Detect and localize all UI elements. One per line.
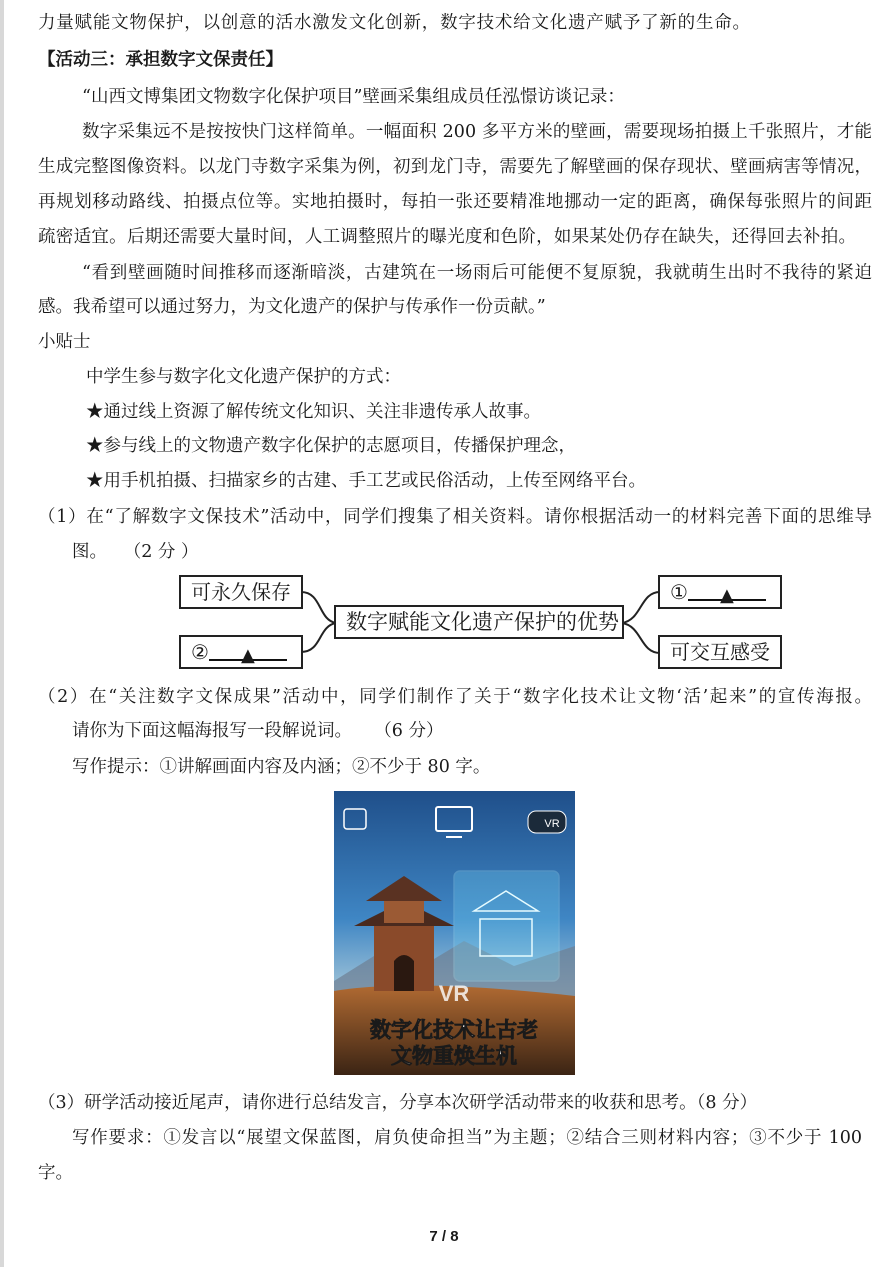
interview-p1-line: 数字采集远不是按按快门这样简单。一幅面积 200 多平方米的壁画，需要现场拍摄上千张照片，才能 [82, 122, 872, 142]
poster-vr-badge: VR [544, 818, 560, 830]
tips-item: ★参与线上的文物遗产数字化保护的志愿项目，传播保护理念， [86, 436, 576, 456]
activity3-title: 【活动三：承担数字文保责任】 [38, 50, 283, 70]
poster-artwork [334, 791, 575, 1075]
interview-title: “山西文博集团文物数字化保护项目”壁画采集组成员任泓憬访谈记录： [82, 87, 625, 107]
mindmap-center-node [334, 605, 624, 639]
tips-title: 小贴士 [38, 332, 91, 352]
triangle-marker: ▲ [241, 645, 255, 666]
interview-p1-line: 疏密适宜。后期还需要大量时间，人工调整照片的曝光度和色阶，如果某处仍存在缺失，还得回去补拍。 [38, 227, 856, 247]
page-left-edge [0, 0, 4, 1267]
question3-line: （3）研学活动接近尾声，请你进行总结发言，分享本次研学活动带来的收获和思考。（8 分） [38, 1093, 758, 1113]
interview-p1-line: 再规划移动路线、拍摄点位等。实地拍摄时，每拍一张还要精准地挪动一定的距离，确保每张照片的间距 [38, 192, 872, 212]
tips-item: ★通过线上资源了解传统文化知识、关注非遗传承人故事。 [86, 402, 541, 422]
mindmap-node-permanent [179, 575, 303, 609]
mindmap-center-label: 数字赋能文化遗产保护的优势 [346, 610, 619, 634]
question3-line: 字。 [38, 1163, 73, 1183]
answer-blank[interactable] [209, 639, 287, 666]
mindmap-node-label: 可永久保存 [191, 580, 291, 604]
intro-line: 力量赋能文物保护，以创意的活水激发文化创新，数字技术给文化遗产赋予了新的生命。 [38, 13, 750, 33]
mindmap-node-blank-2[interactable] [179, 635, 303, 669]
mindmap-node-interactive [658, 635, 782, 669]
interview-p2-line: “看到壁画随时间推移而逐渐暗淡，古建筑在一场雨后可能便不复原貌，我就萌生出时不我待的紧迫 [82, 263, 872, 283]
question1-line: （1）在“了解数字文保技术”活动中，同学们搜集了相关资料。请你根据活动一的材料完善下面的思维导 [38, 507, 872, 527]
mindmap-node-label: 可交互感受 [670, 640, 770, 664]
interview-p2-line: 感。我希望可以通过努力，为文化遗产的保护与传承作一份贡献。” [38, 297, 546, 317]
question1-line: 图。 （2 分 ） [72, 542, 199, 562]
poster-caption-line: 文物重焕生机 [391, 1044, 517, 1068]
tips-item: ★用手机拍摄、扫描家乡的古建、手工艺或民俗活动，上传至网络平台。 [86, 471, 646, 491]
question2-line: （2）在“关注数字文保成果”活动中，同学们制作了关于“数字化技术让文物‘活’起来”的宣传海报。 [38, 687, 872, 707]
triangle-marker: ▲ [720, 585, 734, 606]
question2-hint: 写作提示：①讲解画面内容及内涵；②不少于 80 字。 [72, 757, 491, 777]
interview-p1-line: 生成完整图像资料。以龙门寺数字采集为例，初到龙门寺，需要先了解壁画的保存现状、壁画病害等情况， [38, 157, 872, 177]
mindmap-node-blank-1[interactable] [658, 575, 782, 609]
poster-vr-floor: VR [438, 981, 470, 1006]
blank-number: ① [670, 580, 688, 604]
question3-line: 写作要求：①发言以“展望文保蓝图，肩负使命担当”为主题；②结合三则材料内容；③不少于 100 [72, 1128, 862, 1148]
blank-number: ② [191, 640, 209, 664]
answer-blank[interactable] [688, 579, 766, 606]
tips-intro: 中学生参与数字化文化遗产保护的方式： [86, 367, 401, 387]
page-number: 7 / 8 [429, 1228, 459, 1245]
poster-caption-line: 数字化技术让古老 [370, 1018, 538, 1042]
promo-poster [334, 791, 575, 1075]
question2-line: 请你为下面这幅海报写一段解说词。 （6 分） [72, 721, 444, 741]
